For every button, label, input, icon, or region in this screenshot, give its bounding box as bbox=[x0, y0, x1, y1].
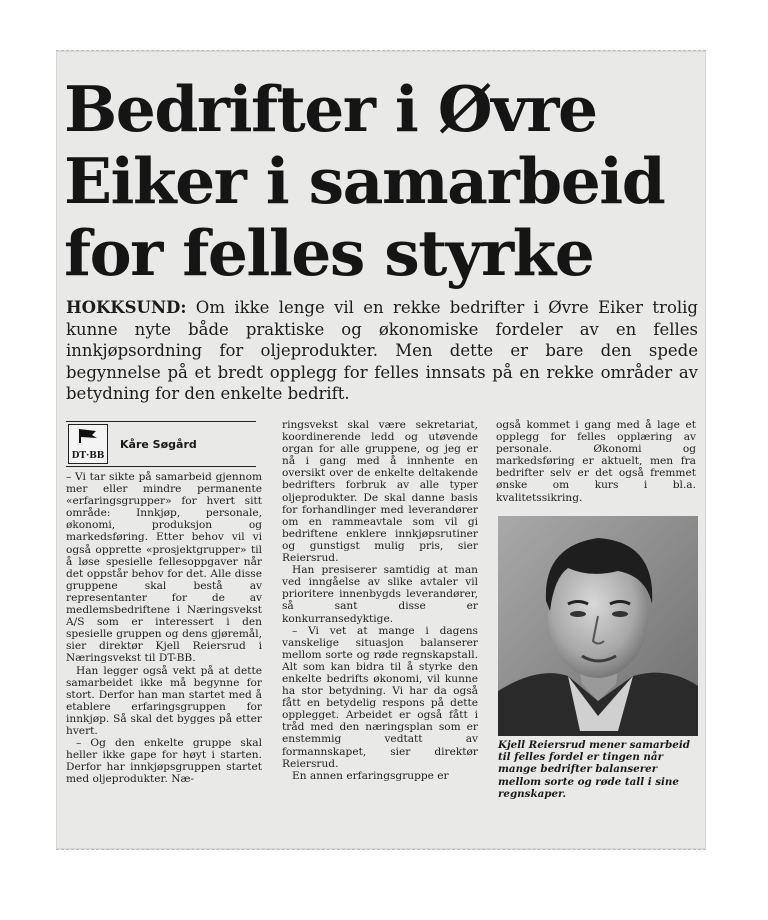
author-name: Kåre Søgård bbox=[120, 437, 197, 451]
paragraph: ringsvekst skal være sekretariat, koordinerende ledd og utøvende organ for alle gruppene, og jeg er nå i gang med å innhente en oversikt over de enkelte deltakende bedrifters forbruk av alle typer oljeprodukter. De skal danne basis for forhandlinger med leverandører om en rammeavtale som vil gi bedriftene enklere innkjøpsrutiner og gunstigst mulig pris, sier Reiersrud. bbox=[282, 419, 478, 565]
dateline: HOKKSUND: bbox=[66, 298, 187, 317]
paragraph: Han presiserer samtidig at man ved inngåelse av slike avtaler vil prioritere innenbygds leverandører, så sant disse er konkurransedyktige. bbox=[282, 564, 478, 625]
byline bbox=[66, 421, 256, 467]
lead-paragraph bbox=[66, 297, 698, 405]
lead-text: Om ikke lenge vil en rekke bedrifter i Øvre Eiker trolig kunne nyte både praktiske og økonomiske fordeler av en felles innkjøpsordning for oljeprodukter. Men dette er bare den spede begynnelse på et bredt opplegg for felles innsats på en rekke områder av betydning for den enkelte bedrift. bbox=[66, 298, 698, 403]
portrait-image bbox=[498, 516, 698, 736]
logo-text: DT·BB bbox=[71, 451, 105, 461]
paragraph: Han legger også vekt på at dette samarbeidet ikke må begynne for stort. Derfor han man startet med å etablere erfaringsgruppen for innkjøp. Så skal det bygges på etter hvert. bbox=[66, 664, 262, 737]
portrait-photo bbox=[498, 516, 698, 736]
dtbb-logo bbox=[68, 424, 108, 464]
newspaper-clipping bbox=[56, 50, 706, 850]
paragraph: En annen erfaringsgruppe er bbox=[292, 769, 449, 782]
headline: Bedrifter i Øvre Eiker i samarbeid for felles styrke bbox=[64, 72, 665, 290]
column-1 bbox=[66, 471, 262, 785]
paragraph: – Vi tar sikte på samarbeid gjennom mer eller mindre permanente «erfaringsgrupper» for hvert sitt område: Innkjøp, personale, økonomi, produksjon og markedsføring. Etter behov vil vi også opprette «prosjektgrupper» til å løse spesielle fellesoppgaver når det oppstår behov for det. Alle disse gruppene skal bestå av representanter for de av medlemsbedriftene i Næringsvekst A/S som er interessert i den spesielle gruppen og dens gjøremål, sier direktør Kjell Reiersrud i Næringsvekst til DT-BB. bbox=[66, 471, 262, 665]
column-3 bbox=[496, 419, 696, 504]
paragraph: også kommet i gang med å lage et opplegg for felles opplæring av personale. Økonomi og markedsføring er aktuelt, men fra bedrifter selv er det også fremmet ønske om kurs i bl.a. kvalitetssikring. bbox=[496, 419, 696, 504]
paragraph: – Vi vet at mange i dagens vanskelige situasjon balanserer mellom sorte og røde regnskapstall. Alt som kan bidra til å styrke den enkelte bedrifts økonomi, vil kunne ha stor betydning. Vi har da også fått en betydelig respons på dette opplegget. Arbeidet er også fått i tråd med den næringsplan som er enstemmig vedtatt av formannskapet, sier direktør Reiersrud. bbox=[282, 624, 478, 770]
photo-caption: Kjell Reiersrud mener samarbeid til felles fordel er tingen når mange bedrifter balanserer mellom sorte og røde tall i sine regnskaper. bbox=[498, 739, 690, 800]
paragraph: – Og den enkelte gruppe skal heller ikke gape for høyt i starten. Derfor har innkjøpsgruppen startet med oljeprodukter. Næ- bbox=[66, 737, 262, 786]
column-2 bbox=[282, 419, 478, 782]
flag-icon bbox=[77, 428, 99, 444]
